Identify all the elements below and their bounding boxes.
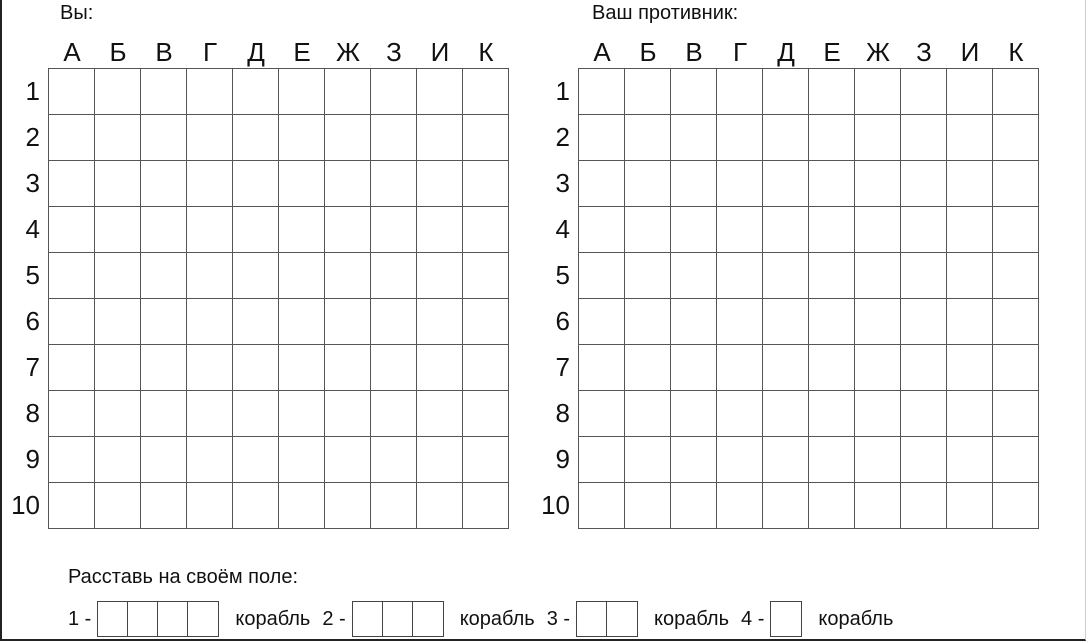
ship-shape — [352, 601, 444, 637]
player-grid-cell[interactable] — [141, 299, 187, 345]
opponent-grid-cell[interactable] — [901, 437, 947, 483]
opponent-grid-cell[interactable] — [809, 207, 855, 253]
opponent-grid-cell[interactable] — [625, 253, 671, 299]
player-grid-cell[interactable] — [279, 115, 325, 161]
player-grid-cell[interactable] — [187, 299, 233, 345]
opponent-grid-cell[interactable] — [993, 69, 1039, 115]
opponent-grid-cell[interactable] — [671, 115, 717, 161]
player-grid-cell[interactable] — [463, 345, 509, 391]
player-grid-cell[interactable] — [187, 207, 233, 253]
opponent-grid-cell[interactable] — [901, 253, 947, 299]
opponent-grid-cell[interactable] — [717, 207, 763, 253]
player-grid-cell[interactable] — [141, 207, 187, 253]
opponent-grid-cell[interactable] — [901, 161, 947, 207]
player-grid-cell[interactable] — [325, 345, 371, 391]
player-grid-cell[interactable] — [49, 69, 95, 115]
opponent-row-header: 9 — [555, 444, 570, 474]
player-row-header: 5 — [25, 260, 40, 290]
player-grid-cell[interactable] — [141, 391, 187, 437]
player-grid-cell[interactable] — [371, 253, 417, 299]
opponent-grid-cell[interactable] — [579, 299, 625, 345]
player-grid-cell[interactable] — [279, 483, 325, 529]
player-grid-cell[interactable] — [95, 437, 141, 483]
opponent-grid-cell[interactable] — [993, 161, 1039, 207]
opponent-col-header: К — [1008, 37, 1024, 67]
player-row-header: 8 — [25, 398, 40, 428]
player-grid-cell[interactable] — [187, 345, 233, 391]
player-row-header: 6 — [25, 306, 40, 336]
opponent-grid-cell[interactable] — [809, 345, 855, 391]
player-grid-cell[interactable] — [279, 345, 325, 391]
opponent-row-header: 4 — [555, 214, 570, 244]
opponent-grid-cell[interactable] — [901, 207, 947, 253]
player-row-header: 3 — [25, 168, 40, 198]
opponent-grid-cell[interactable] — [579, 345, 625, 391]
player-grid-cell[interactable] — [233, 345, 279, 391]
player-grid-cell[interactable] — [417, 483, 463, 529]
player-grid-cell[interactable] — [49, 253, 95, 299]
player-grid-cell[interactable] — [95, 483, 141, 529]
player-grid-cell[interactable] — [371, 69, 417, 115]
ship-shape — [576, 601, 638, 637]
opponent-grid-cell[interactable] — [625, 299, 671, 345]
player-grid-cell[interactable] — [141, 253, 187, 299]
opponent-col-header: Г — [732, 37, 748, 67]
player-row-header: 10 — [11, 490, 40, 520]
player-grid-cell[interactable] — [463, 437, 509, 483]
opponent-grid-cell[interactable] — [625, 437, 671, 483]
player-grid-cell[interactable] — [463, 483, 509, 529]
opponent-grid-cell[interactable] — [809, 391, 855, 437]
player-grid-cell[interactable] — [233, 207, 279, 253]
ship-segment — [413, 602, 443, 636]
opponent-grid-cell[interactable] — [947, 299, 993, 345]
ship-legend-item — [322, 601, 534, 637]
player-grid-cell[interactable] — [371, 437, 417, 483]
player-grid-cell[interactable] — [95, 391, 141, 437]
opponent-row-header: 5 — [555, 260, 570, 290]
player-grid-cell[interactable] — [187, 115, 233, 161]
opponent-grid-cell[interactable] — [671, 253, 717, 299]
player-grid-cell[interactable] — [325, 161, 371, 207]
player-grid-cell[interactable] — [95, 115, 141, 161]
opponent-col-header: Ж — [865, 37, 890, 67]
player-grid-cell[interactable] — [371, 115, 417, 161]
opponent-grid-cell[interactable] — [809, 253, 855, 299]
player-grid-cell[interactable] — [141, 437, 187, 483]
player-grid-cell[interactable] — [141, 115, 187, 161]
player-grid-cell[interactable] — [49, 345, 95, 391]
opponent-grid-cell[interactable] — [855, 207, 901, 253]
player-grid-cell[interactable] — [49, 391, 95, 437]
opponent-grid-cell[interactable] — [855, 299, 901, 345]
opponent-grid-cell[interactable] — [855, 391, 901, 437]
opponent-grid-cell[interactable] — [855, 483, 901, 529]
opponent-grid-cell[interactable] — [947, 345, 993, 391]
opponent-grid-cell[interactable] — [717, 299, 763, 345]
player-grid-cell[interactable] — [141, 69, 187, 115]
player-grid-cell[interactable] — [141, 345, 187, 391]
opponent-grid-cell[interactable] — [625, 345, 671, 391]
player-grid-cell[interactable] — [187, 161, 233, 207]
opponent-grid-cell[interactable] — [671, 207, 717, 253]
player-grid-cell[interactable] — [187, 483, 233, 529]
player-grid-cell[interactable] — [371, 391, 417, 437]
opponent-row-header: 2 — [555, 122, 570, 152]
player-grid-cell[interactable] — [49, 161, 95, 207]
ship-segment — [128, 602, 158, 636]
opponent-grid-cell[interactable] — [809, 69, 855, 115]
player-grid-cell[interactable] — [141, 483, 187, 529]
opponent-grid-cell[interactable] — [809, 161, 855, 207]
ship-segment — [158, 602, 188, 636]
opponent-grid-cell[interactable] — [717, 253, 763, 299]
player-grid-cell[interactable] — [463, 161, 509, 207]
ship-segment — [98, 602, 128, 636]
opponent-row-header: 10 — [541, 490, 570, 520]
opponent-grid-cell[interactable] — [855, 437, 901, 483]
player-grid-cell[interactable] — [279, 207, 325, 253]
opponent-grid-cell[interactable] — [993, 207, 1039, 253]
opponent-grid-cell[interactable] — [625, 69, 671, 115]
opponent-row-header: 1 — [555, 76, 570, 106]
opponent-grid-cell[interactable] — [625, 161, 671, 207]
opponent-grid-cell[interactable] — [671, 161, 717, 207]
player-grid-cell[interactable] — [233, 69, 279, 115]
player-grid-cell[interactable] — [49, 299, 95, 345]
ship-segment — [771, 602, 801, 636]
opponent-grid-cell[interactable] — [901, 345, 947, 391]
opponent-grid-cell[interactable] — [579, 207, 625, 253]
opponent-col-header: В — [685, 37, 703, 67]
opponent-col-header: З — [916, 37, 932, 67]
ship-segment — [607, 602, 637, 636]
opponent-grid-cell[interactable] — [855, 69, 901, 115]
opponent-grid-cell[interactable] — [993, 391, 1039, 437]
opponent-grid-cell[interactable] — [717, 437, 763, 483]
opponent-grid-cell[interactable] — [763, 299, 809, 345]
opponent-grid-cell[interactable] — [671, 299, 717, 345]
ship-legend-item — [741, 601, 893, 637]
opponent-board — [530, 0, 1050, 540]
player-grid-cell[interactable] — [417, 115, 463, 161]
ship-count-label: 1 - — [68, 607, 92, 630]
opponent-grid-cell[interactable] — [993, 437, 1039, 483]
player-grid-cell[interactable] — [95, 253, 141, 299]
player-grid-cell[interactable] — [233, 115, 279, 161]
opponent-grid-cell[interactable] — [579, 391, 625, 437]
player-grid-cell[interactable] — [49, 437, 95, 483]
player-col-header: Г — [202, 37, 218, 67]
player-row-header: 1 — [25, 76, 40, 106]
player-col-header: К — [478, 37, 494, 67]
player-grid-cell[interactable] — [279, 299, 325, 345]
player-grid-cell[interactable] — [95, 345, 141, 391]
opponent-col-header: А — [593, 37, 611, 67]
player-row-header: 9 — [25, 444, 40, 474]
opponent-grid-cell[interactable] — [901, 115, 947, 161]
player-grid-cell[interactable] — [325, 207, 371, 253]
opponent-grid-cell[interactable] — [947, 391, 993, 437]
opponent-grid-cell[interactable] — [947, 207, 993, 253]
opponent-grid-cell[interactable] — [671, 437, 717, 483]
player-grid-cell[interactable] — [233, 253, 279, 299]
player-grid-cell[interactable] — [95, 299, 141, 345]
player-grid-cell[interactable] — [325, 391, 371, 437]
opponent-grid-cell[interactable] — [717, 345, 763, 391]
opponent-grid-cell[interactable] — [763, 391, 809, 437]
opponent-grid-cell[interactable] — [671, 345, 717, 391]
player-grid-cell[interactable] — [141, 161, 187, 207]
opponent-grid-cell[interactable] — [947, 483, 993, 529]
player-grid-cell[interactable] — [95, 69, 141, 115]
player-grid-cell[interactable] — [95, 207, 141, 253]
opponent-col-header: Е — [823, 37, 841, 67]
opponent-grid-cell[interactable] — [855, 345, 901, 391]
player-grid-cell[interactable] — [417, 253, 463, 299]
opponent-grid-cell[interactable] — [671, 391, 717, 437]
ship-word-label: корабль — [235, 607, 311, 630]
player-grid-cell[interactable] — [187, 253, 233, 299]
opponent-grid-cell[interactable] — [993, 483, 1039, 529]
player-grid-cell[interactable] — [325, 483, 371, 529]
opponent-grid-cell[interactable] — [809, 299, 855, 345]
opponent-grid-cell[interactable] — [993, 115, 1039, 161]
opponent-grid-cell[interactable] — [809, 483, 855, 529]
ship-segment — [383, 602, 413, 636]
opponent-grid-cell[interactable] — [763, 483, 809, 529]
ship-count-label: 3 - — [546, 607, 571, 630]
ship-shape — [770, 601, 802, 637]
player-col-header: А — [63, 37, 81, 67]
opponent-grid-cell[interactable] — [717, 483, 763, 529]
player-grid-cell[interactable] — [417, 391, 463, 437]
player-grid-cell[interactable] — [325, 115, 371, 161]
opponent-grid-cell[interactable] — [763, 161, 809, 207]
player-row-header: 7 — [25, 352, 40, 382]
player-grid-cell[interactable] — [187, 69, 233, 115]
player-row-header: 4 — [25, 214, 40, 244]
opponent-grid-cell[interactable] — [809, 115, 855, 161]
opponent-grid — [578, 68, 1039, 529]
ship-count-label: 4 - — [741, 607, 765, 630]
player-grid-cell[interactable] — [371, 299, 417, 345]
opponent-grid-cell[interactable] — [993, 345, 1039, 391]
player-grid-cell[interactable] — [279, 253, 325, 299]
player-grid-cell[interactable] — [279, 69, 325, 115]
player-row-header: 2 — [25, 122, 40, 152]
player-grid-cell[interactable] — [463, 69, 509, 115]
player-grid-cell[interactable] — [233, 161, 279, 207]
opponent-grid-cell[interactable] — [625, 483, 671, 529]
player-grid-cell[interactable] — [325, 69, 371, 115]
opponent-grid-cell[interactable] — [717, 391, 763, 437]
opponent-row-header: 7 — [555, 352, 570, 382]
player-grid-cell[interactable] — [279, 437, 325, 483]
opponent-grid-cell[interactable] — [901, 299, 947, 345]
opponent-grid-cell[interactable] — [947, 253, 993, 299]
opponent-grid-cell[interactable] — [579, 115, 625, 161]
player-col-header: Б — [109, 37, 127, 67]
ship-legend-item — [547, 601, 729, 637]
opponent-col-header: Д — [777, 37, 795, 67]
player-grid-cell[interactable] — [49, 483, 95, 529]
player-grid-cell[interactable] — [463, 253, 509, 299]
player-grid-cell[interactable] — [279, 161, 325, 207]
player-grid-cell[interactable] — [417, 299, 463, 345]
ship-legend-item — [68, 601, 310, 637]
opponent-grid-cell[interactable] — [901, 391, 947, 437]
player-grid-cell[interactable] — [463, 391, 509, 437]
player-grid-cell[interactable] — [279, 391, 325, 437]
player-col-header: Е — [293, 37, 311, 67]
opponent-grid-cell[interactable] — [579, 69, 625, 115]
player-grid-cell[interactable] — [325, 299, 371, 345]
player-grid-cell[interactable] — [95, 161, 141, 207]
ship-shape — [97, 601, 219, 637]
opponent-grid-cell[interactable] — [947, 437, 993, 483]
opponent-grid-cell[interactable] — [901, 69, 947, 115]
opponent-grid-cell[interactable] — [579, 253, 625, 299]
player-col-header: И — [430, 37, 450, 67]
player-grid-cell[interactable] — [233, 299, 279, 345]
player-grid-cell[interactable] — [187, 437, 233, 483]
opponent-grid-cell[interactable] — [579, 437, 625, 483]
opponent-grid-cell[interactable] — [625, 391, 671, 437]
player-grid-cell[interactable] — [49, 207, 95, 253]
opponent-grid-cell[interactable] — [809, 437, 855, 483]
opponent-row-header: 6 — [555, 306, 570, 336]
opponent-grid-cell[interactable] — [671, 483, 717, 529]
opponent-grid-cell[interactable] — [763, 115, 809, 161]
opponent-grid-cell[interactable] — [763, 437, 809, 483]
opponent-grid-cell[interactable] — [855, 115, 901, 161]
opponent-grid-cell[interactable] — [717, 69, 763, 115]
opponent-grid-cell[interactable] — [625, 115, 671, 161]
opponent-row-header: 3 — [555, 168, 570, 198]
opponent-grid-cell[interactable] — [579, 161, 625, 207]
player-grid-cell[interactable] — [49, 115, 95, 161]
opponent-col-header: И — [960, 37, 980, 67]
opponent-grid-cell[interactable] — [901, 483, 947, 529]
player-board — [0, 0, 520, 540]
opponent-grid-cell[interactable] — [763, 207, 809, 253]
opponent-grid-cell[interactable] — [717, 115, 763, 161]
ship-word-label: корабль — [818, 607, 894, 630]
player-col-header: Д — [247, 37, 265, 67]
player-grid-cell[interactable] — [233, 391, 279, 437]
opponent-grid-cell[interactable] — [947, 161, 993, 207]
opponent-row-header: 8 — [555, 398, 570, 428]
opponent-grid-cell[interactable] — [763, 253, 809, 299]
opponent-grid-cell[interactable] — [671, 69, 717, 115]
opponent-grid-cell[interactable] — [579, 483, 625, 529]
ship-legend — [68, 600, 905, 638]
player-board-title: Вы: — [60, 2, 94, 24]
player-grid-cell[interactable] — [371, 161, 417, 207]
opponent-board-title: Ваш противник: — [592, 2, 739, 24]
player-grid-cell[interactable] — [371, 207, 417, 253]
player-col-header: В — [155, 37, 173, 67]
ship-segment — [188, 602, 218, 636]
player-grid-cell[interactable] — [417, 69, 463, 115]
ship-count-label: 2 - — [322, 607, 346, 630]
player-grid-cell[interactable] — [187, 391, 233, 437]
opponent-grid-cell[interactable] — [855, 253, 901, 299]
player-grid-cell[interactable] — [417, 437, 463, 483]
opponent-grid-cell[interactable] — [947, 115, 993, 161]
opponent-grid-cell[interactable] — [625, 207, 671, 253]
opponent-grid-cell[interactable] — [855, 161, 901, 207]
opponent-grid-cell[interactable] — [763, 345, 809, 391]
ship-segment — [353, 602, 383, 636]
player-grid-cell[interactable] — [463, 115, 509, 161]
player-col-header: Ж — [335, 37, 360, 67]
opponent-col-header: Б — [639, 37, 657, 67]
player-grid-cell[interactable] — [325, 437, 371, 483]
player-grid-cell[interactable] — [463, 207, 509, 253]
opponent-grid-cell[interactable] — [947, 69, 993, 115]
player-grid-cell[interactable] — [417, 161, 463, 207]
player-grid-cell[interactable] — [325, 253, 371, 299]
player-grid-cell[interactable] — [371, 345, 417, 391]
player-col-header: З — [386, 37, 402, 67]
player-grid-cell[interactable] — [371, 483, 417, 529]
player-grid-cell[interactable] — [417, 207, 463, 253]
ship-segment — [577, 602, 607, 636]
player-grid-cell[interactable] — [417, 345, 463, 391]
opponent-grid-cell[interactable] — [993, 299, 1039, 345]
player-grid-cell[interactable] — [233, 437, 279, 483]
ship-word-label: корабль — [459, 607, 535, 630]
ship-word-label: корабль — [654, 607, 730, 630]
opponent-grid-cell[interactable] — [993, 253, 1039, 299]
opponent-grid-cell[interactable] — [763, 69, 809, 115]
player-grid-cell[interactable] — [463, 299, 509, 345]
player-grid — [48, 68, 509, 529]
ship-legend-label: Расставь на своём поле: — [68, 566, 298, 588]
opponent-grid-cell[interactable] — [717, 161, 763, 207]
player-grid-cell[interactable] — [233, 483, 279, 529]
